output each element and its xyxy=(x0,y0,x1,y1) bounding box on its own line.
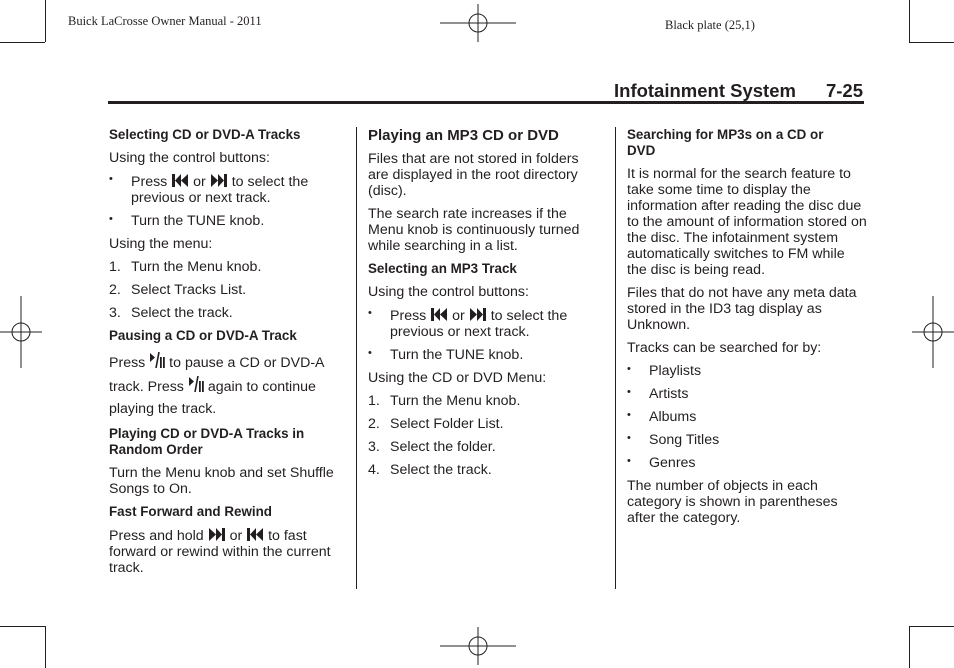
step-number: 4. xyxy=(368,462,380,478)
text: Press xyxy=(131,174,168,190)
heading-playing-mp3: Playing an MP3 CD or DVD xyxy=(368,127,559,144)
plate-label: Black plate (25,1) xyxy=(665,18,755,32)
numbered-list xyxy=(109,259,349,321)
text: Turn the Menu knob. xyxy=(131,259,262,275)
list-item xyxy=(109,259,349,275)
list-item xyxy=(368,416,598,432)
paragraph: Using the CD or DVD Menu: xyxy=(368,370,547,386)
paragraph xyxy=(109,527,349,576)
column-divider xyxy=(615,127,616,589)
paragraph: Using the menu: xyxy=(109,236,213,252)
list-item xyxy=(368,347,598,363)
bullet: • xyxy=(109,213,113,225)
registration-target-icon xyxy=(440,4,516,42)
seek-next-icon xyxy=(208,527,226,541)
text: to select the previous or next track. xyxy=(390,308,568,340)
text: or xyxy=(452,308,465,324)
list-item xyxy=(368,307,598,340)
bullet-list xyxy=(368,307,598,363)
text: Artists xyxy=(649,386,689,402)
bullet: • xyxy=(627,409,631,421)
list-item xyxy=(627,455,867,471)
bullet: • xyxy=(627,432,631,444)
text: to select the previous or next track. xyxy=(131,174,309,206)
bullet-list xyxy=(109,173,349,229)
step-number: 2. xyxy=(368,416,380,432)
numbered-list xyxy=(368,393,598,478)
bullet: • xyxy=(368,347,372,359)
seek-previous-icon xyxy=(171,173,189,187)
list-item xyxy=(109,213,349,229)
play-pause-icon xyxy=(188,375,204,399)
text: Select Tracks List. xyxy=(131,282,247,298)
crop-mark xyxy=(909,0,910,42)
text: Press xyxy=(109,355,146,371)
text: Press xyxy=(390,308,427,324)
paragraph xyxy=(109,351,349,419)
crop-mark xyxy=(909,626,954,627)
list-item xyxy=(368,439,598,455)
list-item xyxy=(109,305,349,321)
list-item xyxy=(109,282,349,298)
heading-selecting-tracks: Selecting CD or DVD-A Tracks xyxy=(109,127,301,142)
list-item xyxy=(627,409,867,425)
text: to fast forward or rewind within the current track. xyxy=(109,528,331,576)
text: Select the track. xyxy=(131,305,233,321)
crop-mark xyxy=(45,0,46,42)
list-item xyxy=(627,432,867,448)
heading-pausing: Pausing a CD or DVD-A Track xyxy=(109,328,297,343)
seek-previous-icon xyxy=(246,527,264,541)
step-number: 1. xyxy=(368,393,380,409)
paragraph: The number of objects in each category is shown in parentheses after the category. xyxy=(627,478,838,526)
heading-searching-mp3: Searching for MP3s on a CD or DVD xyxy=(627,127,824,158)
list-item xyxy=(368,462,598,478)
step-number: 1. xyxy=(109,259,121,275)
crop-mark xyxy=(45,626,46,668)
list-item xyxy=(368,393,598,409)
registration-target-icon xyxy=(912,296,954,368)
crop-mark xyxy=(0,626,45,627)
column-divider xyxy=(356,127,357,589)
step-number: 3. xyxy=(368,439,380,455)
registration-target-icon xyxy=(0,296,42,368)
text: Select the folder. xyxy=(390,439,496,455)
text: again to continue playing the track. xyxy=(109,379,316,417)
text: Turn the TUNE knob. xyxy=(131,213,265,229)
paragraph: Files that do not have any meta data stored in the ID3 tag display as Unknown. xyxy=(627,285,857,333)
seek-next-icon xyxy=(210,173,228,187)
paragraph: Tracks can be searched for by: xyxy=(627,340,822,356)
bullet: • xyxy=(109,173,113,185)
list-item xyxy=(627,386,867,402)
text: Select Folder List. xyxy=(390,416,504,432)
page-number: 7-25 xyxy=(825,80,863,101)
crop-mark xyxy=(909,42,954,43)
text: Turn the TUNE knob. xyxy=(390,347,524,363)
column-1 xyxy=(109,127,349,583)
paragraph: It is normal for the search feature to take some time to display the information after reading the disc due to the amount of information stored on the disc. The infotainment system automatically switches to FM while the disc is being read. xyxy=(627,166,867,278)
section-title: Infotainment System xyxy=(614,80,796,101)
paragraph: Using the control buttons: xyxy=(109,150,270,166)
step-number: 2. xyxy=(109,282,121,298)
text: Genres xyxy=(649,455,696,471)
text: Press and hold xyxy=(109,528,204,544)
play-pause-icon xyxy=(149,351,165,375)
list-item xyxy=(627,363,867,379)
column-2 xyxy=(368,127,598,485)
paragraph: Files that are not stored in folders are displayed in the root directory (disc). xyxy=(368,151,579,199)
seek-previous-icon xyxy=(430,307,448,321)
text: Turn the Menu knob. xyxy=(390,393,521,409)
bullet: • xyxy=(627,455,631,467)
text: Albums xyxy=(649,409,697,425)
paragraph: Turn the Menu knob and set Shuffle Songs to On. xyxy=(109,465,334,497)
text: Song Titles xyxy=(649,432,720,448)
paragraph: The search rate increases if the Menu knob is continuously turned while searching in a list. xyxy=(368,206,580,254)
column-3 xyxy=(627,127,867,533)
text: Playlists xyxy=(649,363,702,379)
step-number: 3. xyxy=(109,305,121,321)
paragraph: Using the control buttons: xyxy=(368,284,529,300)
list-item xyxy=(109,173,349,206)
registration-target-icon xyxy=(440,627,516,665)
bullet: • xyxy=(368,307,372,319)
section-header xyxy=(614,80,863,102)
text: or xyxy=(229,528,243,544)
seek-next-icon xyxy=(469,307,487,321)
heading-random-order: Playing CD or DVD-A Tracks in Random Order xyxy=(109,426,305,457)
crop-mark xyxy=(0,42,45,43)
heading-selecting-mp3: Selecting an MP3 Track xyxy=(368,261,517,276)
bullet-list xyxy=(627,363,867,471)
header-rule xyxy=(108,101,864,104)
text: to pause a CD or DVD-A track. Press xyxy=(109,355,324,395)
heading-fast-forward: Fast Forward and Rewind xyxy=(109,504,272,519)
text: Select the track. xyxy=(390,462,492,478)
text: or xyxy=(193,174,206,190)
bullet: • xyxy=(627,363,631,375)
crop-mark xyxy=(909,626,910,668)
bullet: • xyxy=(627,386,631,398)
manual-title: Buick LaCrosse Owner Manual - 2011 xyxy=(68,14,262,28)
